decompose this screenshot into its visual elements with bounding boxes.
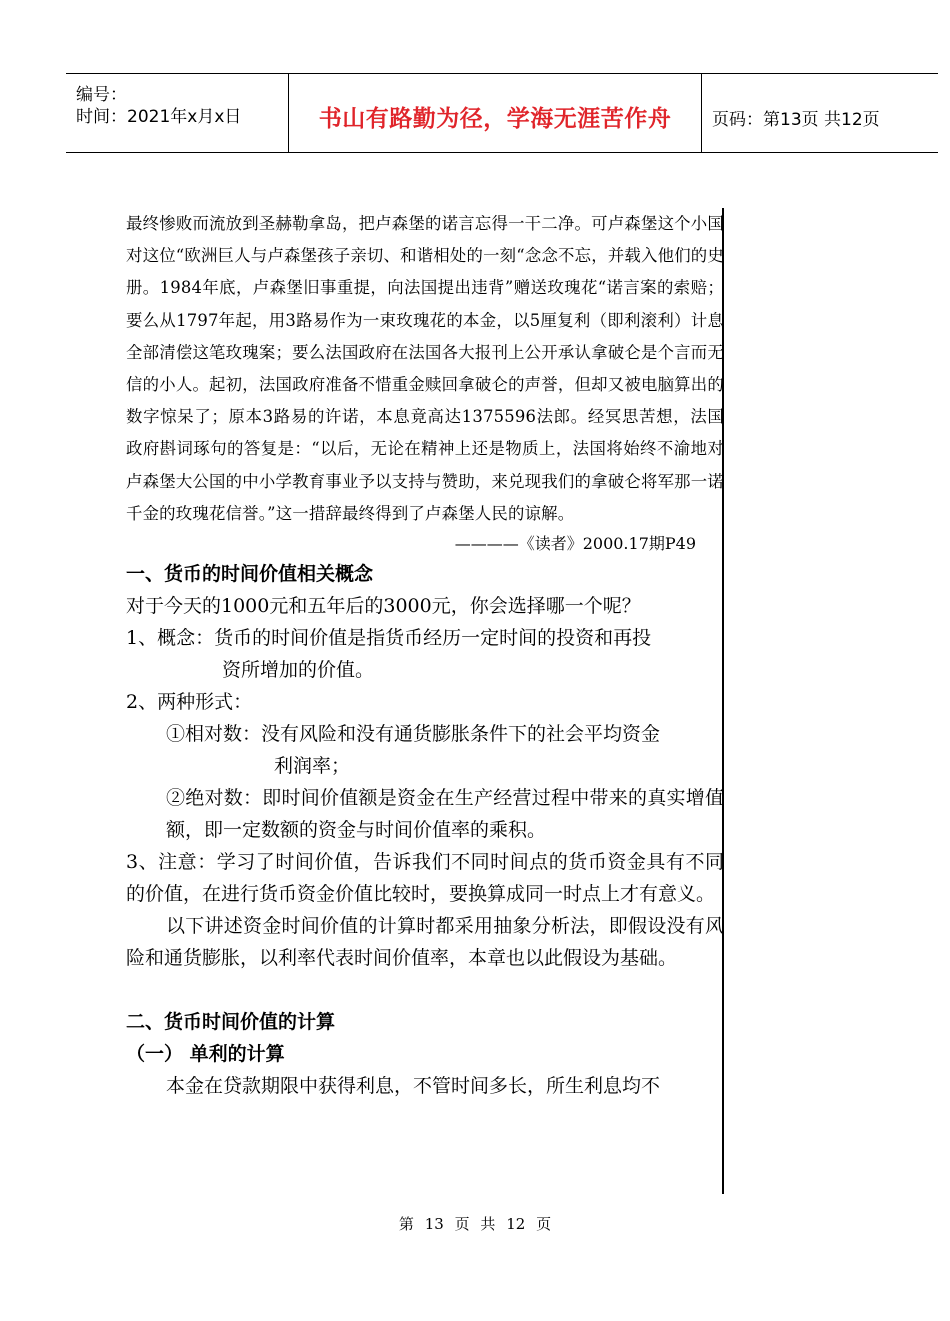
forms-heading: 2、两种形式： xyxy=(126,691,253,714)
relative-label: ①相对数： xyxy=(166,723,262,746)
section2-heading: 二、货币时间价值的计算 xyxy=(126,1011,336,1034)
subsection-heading: （一） 单利的计算 xyxy=(126,1043,285,1066)
footer-total-pages: 12 xyxy=(506,1215,526,1233)
absolute-paragraph: ②绝对数：即时间价值额是资金在生产经营过程中带来的真实增值额，即一定数额的资金与时间价值率的乘积。 xyxy=(166,787,724,842)
header-page-label: 页码：第13页 共12页 xyxy=(712,110,880,130)
story-paragraph: 最终惨败而流放到圣赫勒拿岛，把卢森堡的诺言忘得一干二净。可卢森堡这个小国对这位“欧洲巨人与卢森堡孩子亲切、和谐相处的一刻“念念不忘，并载入他们的史册。1984年底，卢森堡旧事重提，向法国提出违背”赠送玫瑰花“诺言案的索赔；要么从1797年起，用3路易作为一束玫瑰花的本金，以5厘复利（即利滚利）计息全部清偿这笔玫瑰案；要么法国政府在法国各大报刊上公开承认拿破仑是个言而无信的小人。起初，法国政府准备不惜重金赎回拿破仑的声誉，但却又被电脑算出的数字惊呆了；原本3路易的许诺，本息竟高达1375596法郎。经冥思苦想，法国政府斟词琢句的答复是：“以后，无论在精神上还是物质上，法国将始终不渝地对卢森堡大公国的中小学教育事业予以支持与赞助，来兑现我们的拿破仑将军那一诺千金的玫瑰花信誉。”这一措辞最终得到了卢森堡人民的谅解。 xyxy=(126,214,724,523)
serial-label: 编号： xyxy=(76,85,127,105)
relative-line xyxy=(126,718,724,750)
relative-text: 没有风险和没有通货膨胀条件下的社会平均资金 xyxy=(261,723,661,746)
header-left-cell xyxy=(66,74,289,152)
story-excerpt xyxy=(126,208,724,530)
section1-heading: 一、货币的时间价值相关概念 xyxy=(126,563,374,586)
assumption-paragraph: 以下讲述资金时间价值的计算时都采用抽象分析法，即假设没有风险和通货膨胀，以利率代表时间价值率，本章也以此假设为基础。 xyxy=(126,915,724,970)
footer-di: 第 xyxy=(398,1215,414,1233)
footer-page-number: 13 xyxy=(424,1215,444,1233)
footer-ye2: 页 xyxy=(536,1215,552,1233)
concept-line xyxy=(126,622,724,654)
note-paragraph: 3、注意：学习了时间价值，告诉我们不同时间点的货币资金具有不同的价值，在进行货币资金价值比较时，要换算成同一时点上才有意义。 xyxy=(126,851,724,906)
footer-ye: 页 xyxy=(454,1215,470,1233)
story-source: ————《读者》2000.17期P49 xyxy=(454,534,696,554)
page-header xyxy=(66,73,938,153)
header-motto: 书山有路勤为径，学海无涯苦作舟 xyxy=(318,106,672,132)
time-label: 时间：2021年x月x日 xyxy=(76,107,242,127)
concept-continuation: 资所增加的价值。 xyxy=(222,659,375,682)
concept-label: 1、概念： xyxy=(126,627,215,650)
intro-question: 对于今天的1000元和五年后的3000元，你会选择哪一个呢？ xyxy=(126,595,641,618)
header-right-cell xyxy=(702,74,938,152)
document-body xyxy=(126,208,724,1102)
simple-interest-text: 本金在贷款期限中获得利息，不管时间多长，所生利息均不 xyxy=(166,1075,661,1098)
spacer xyxy=(126,974,724,1006)
page-footer xyxy=(0,1213,950,1234)
footer-gong: 共 xyxy=(480,1215,496,1233)
relative-continuation: 利润率； xyxy=(274,755,351,778)
concept-text: 货币的时间价值是指货币经历一定时间的投资和再投 xyxy=(214,627,652,650)
header-center-cell xyxy=(289,74,702,152)
